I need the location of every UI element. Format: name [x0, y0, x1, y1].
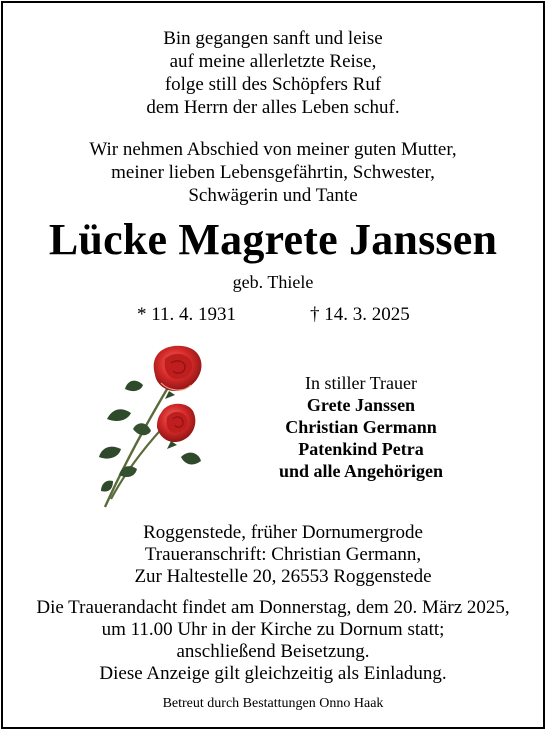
red-rose-icon: [91, 339, 211, 519]
mourner-name: Christian Germann: [285, 417, 437, 437]
death-date: † 14. 3. 2025: [310, 304, 410, 325]
mourners-block: [251, 372, 471, 482]
obituary-notice: [1, 1, 545, 729]
mourner-name: Patenkind Petra: [298, 439, 424, 459]
address-line: Zur Haltestelle 20, 26553 Roggenstede: [134, 566, 432, 587]
service-line: Die Trauerandacht findet am Donnerstag, dem 20. März 2025,: [36, 597, 510, 618]
mourner-name: und alle Angehörigen: [278, 461, 444, 481]
poem: [3, 27, 543, 119]
service-line: um 11.00 Uhr in der Kirche zu Dornum statt;: [101, 619, 445, 640]
address-line: Traueranschrift: Christian Germann,: [144, 544, 422, 565]
deceased-name: Lücke Magrete Janssen: [48, 215, 498, 264]
poem-line: folge still des Schöpfers Ruf: [164, 74, 382, 95]
birth-name: geb. Thiele: [232, 272, 314, 292]
service-info: [3, 597, 543, 685]
intro-line: meiner lieben Lebensgefährtin, Schwester,: [111, 162, 435, 183]
intro-line: Schwägerin und Tante: [188, 185, 358, 206]
farewell-intro: [3, 138, 543, 207]
poem-line: auf meine allerletzte Reise,: [169, 51, 377, 72]
intro-line: Wir nehmen Abschied von meiner guten Mutter,: [89, 139, 457, 160]
mourner-name: Grete Janssen: [306, 395, 416, 415]
address-line: Roggenstede, früher Dornumergrode: [143, 522, 423, 543]
service-line: anschließend Beisetzung.: [176, 641, 370, 662]
service-line: Diese Anzeige gilt gleichzeitig als Einladung.: [99, 663, 447, 684]
mourning-heading: In stiller Trauer: [305, 373, 417, 393]
birth-date: * 11. 4. 1931: [137, 304, 237, 325]
address-block: [103, 522, 463, 588]
funeral-home-credit: Betreut durch Bestattungen Onno Haak: [162, 696, 384, 711]
poem-line: dem Herrn der alles Leben schuf.: [146, 97, 400, 118]
poem-line: Bin gegangen sanft und leise: [163, 28, 383, 49]
